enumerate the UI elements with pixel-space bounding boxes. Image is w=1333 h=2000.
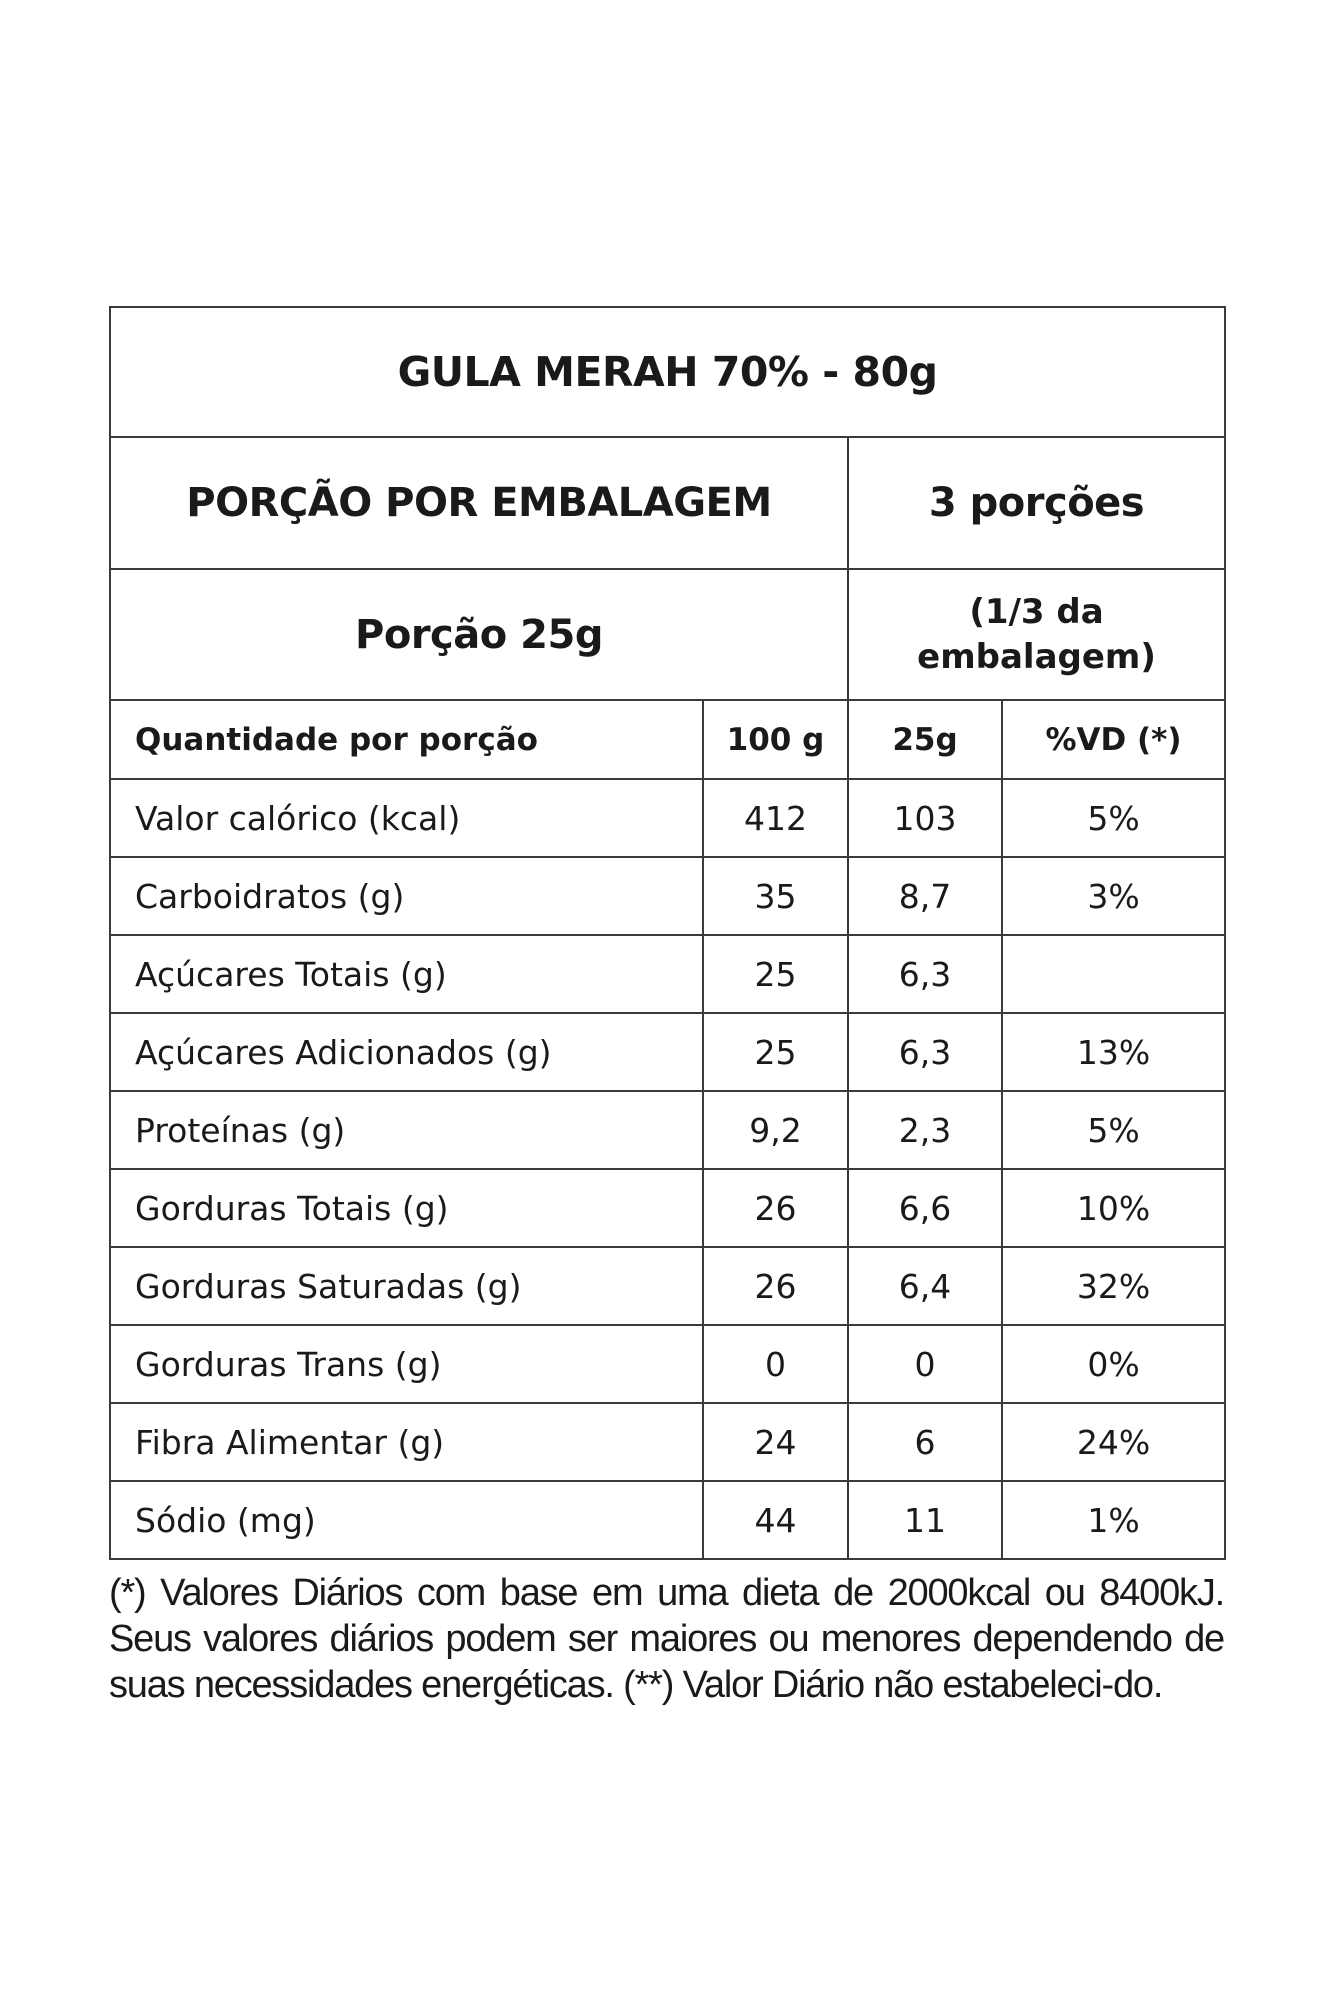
nutrient-name: Gorduras Saturadas (g)	[110, 1247, 703, 1325]
nutrient-value-25g: 6	[848, 1403, 1002, 1481]
servings-label: PORÇÃO POR EMBALAGEM	[110, 437, 848, 569]
footnote: (*) Valores Diários com base em uma dieta de 2000kcal ou 8400kJ. Seus valores diários podem ser maiores ou menores dependendo de suas necessidades energéticas. (**) Valor Diário não estabeleci-do.	[109, 1572, 1224, 1706]
nutrient-name: Carboidratos (g)	[110, 857, 703, 935]
table-row	[110, 1091, 1225, 1169]
column-header-name: Quantidade por porção	[110, 700, 703, 779]
nutrient-value-vd: 32%	[1002, 1247, 1225, 1325]
nutrient-value-100g: 44	[703, 1481, 848, 1559]
table-row	[110, 1325, 1225, 1403]
column-header-25g: 25g	[848, 700, 1002, 779]
nutrient-value-vd: 5%	[1002, 779, 1225, 857]
table-row	[110, 1247, 1225, 1325]
column-header-vd: %VD (*)	[1002, 700, 1225, 779]
column-header-100g: 100 g	[703, 700, 848, 779]
product-title: GULA MERAH 70% - 80g	[110, 307, 1225, 437]
portion-row	[110, 569, 1225, 700]
nutrient-value-25g: 6,3	[848, 1013, 1002, 1091]
table-row	[110, 1013, 1225, 1091]
nutrient-value-vd: 10%	[1002, 1169, 1225, 1247]
servings-row	[110, 437, 1225, 569]
nutrient-value-100g: 35	[703, 857, 848, 935]
nutrient-name: Valor calórico (kcal)	[110, 779, 703, 857]
nutrient-name: Fibra Alimentar (g)	[110, 1403, 703, 1481]
nutrient-value-100g: 412	[703, 779, 848, 857]
portion-fraction-line1: (1/3 da	[969, 592, 1104, 633]
nutrient-value-vd	[1002, 935, 1225, 1013]
servings-value: 3 porções	[848, 437, 1225, 569]
title-row	[110, 307, 1225, 437]
nutrient-value-vd: 3%	[1002, 857, 1225, 935]
table-row	[110, 1403, 1225, 1481]
nutrient-value-25g: 0	[848, 1325, 1002, 1403]
column-header-row	[110, 700, 1225, 779]
nutrient-value-100g: 26	[703, 1169, 848, 1247]
nutrient-value-100g: 24	[703, 1403, 848, 1481]
nutrient-value-100g: 9,2	[703, 1091, 848, 1169]
nutrient-name: Açúcares Adicionados (g)	[110, 1013, 703, 1091]
nutrient-value-100g: 25	[703, 935, 848, 1013]
table-row	[110, 1169, 1225, 1247]
nutrient-value-100g: 0	[703, 1325, 848, 1403]
table-row	[110, 779, 1225, 857]
nutrient-value-100g: 26	[703, 1247, 848, 1325]
table-row	[110, 935, 1225, 1013]
nutrient-value-25g: 103	[848, 779, 1002, 857]
nutrient-value-25g: 6,3	[848, 935, 1002, 1013]
portion-label: Porção 25g	[110, 569, 848, 700]
nutrition-table	[109, 306, 1226, 1560]
nutrient-value-vd: 1%	[1002, 1481, 1225, 1559]
nutrient-value-25g: 11	[848, 1481, 1002, 1559]
nutrient-value-vd: 24%	[1002, 1403, 1225, 1481]
nutrient-name: Gorduras Totais (g)	[110, 1169, 703, 1247]
nutrient-value-25g: 2,3	[848, 1091, 1002, 1169]
nutrient-name: Açúcares Totais (g)	[110, 935, 703, 1013]
nutrient-value-vd: 5%	[1002, 1091, 1225, 1169]
portion-fraction	[848, 569, 1225, 700]
nutrient-value-vd: 13%	[1002, 1013, 1225, 1091]
nutrient-value-25g: 8,7	[848, 857, 1002, 935]
portion-fraction-line2: embalagem)	[917, 636, 1156, 677]
nutrient-value-100g: 25	[703, 1013, 848, 1091]
nutrient-value-25g: 6,4	[848, 1247, 1002, 1325]
nutrient-value-vd: 0%	[1002, 1325, 1225, 1403]
nutrient-name: Sódio (mg)	[110, 1481, 703, 1559]
table-row	[110, 1481, 1225, 1559]
nutrient-name: Gorduras Trans (g)	[110, 1325, 703, 1403]
nutrient-name: Proteínas (g)	[110, 1091, 703, 1169]
nutrient-value-25g: 6,6	[848, 1169, 1002, 1247]
table-row	[110, 857, 1225, 935]
